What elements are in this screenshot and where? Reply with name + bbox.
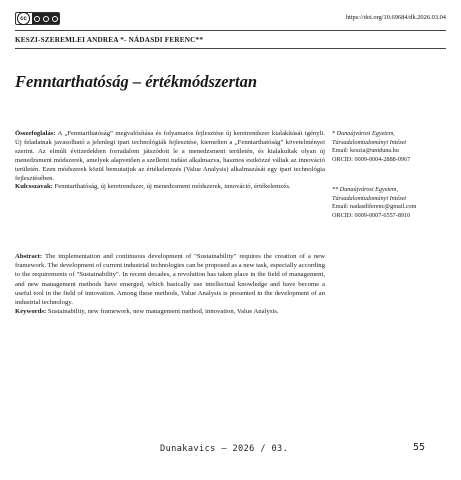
abstract-hu-text: A „Fenntarthatóság” megvalósítása és folyamatos fejlesztése új keretrendszer kialakítását igényli. Új feladatnak javasolható a jelenlegi ipari technológiák fejlesztése, kiemelten a „Fenntarthatóság” követelményei szerint. Az elmúlt évtizedekben forradalom játszódott le a menedzsment területén, és kialakultak olyan új menedzsment módszerek, amelyek alapvetően a szellemi tudást alkalmazva, hasznos eszközzé váltak az innováció területén. Ezen módszerek közül bemutatjuk az értékelemzés (Value Analysis) alkalmazását egy ipari technológia fejlesztésében.	[15, 130, 325, 182]
cc-attribution-icons	[32, 13, 59, 24]
affiliation-1-orcid[interactable]: ORCID: 0009-0004-2888-0967	[332, 155, 411, 163]
keywords-hu	[15, 183, 325, 192]
journal-footer: Dunakavics – 2026 / 03.	[160, 444, 289, 454]
affiliation-1-marker: *	[332, 130, 336, 137]
abstract-en-text: The implementation and continuous development of "Sustainability" requires the creation of a new framework. The development of current industrial technologies can be proposed as a new task, especially according to the requirements of "Sustainability". In recent decades, a revolution has taken place in the field of management, and new management methods have emerged, which basically use intellectual knowledge and have become a useful tool in the field of innovation. Among these methods, Value Analysis is presented in the development of an industrial technology.	[15, 253, 325, 307]
abstract-en-paragraph	[15, 252, 325, 307]
page-number: 55	[412, 442, 425, 453]
affiliation-1-institution-text: Dunaújvárosi Egyetem, Társadalomtudományi Intézet	[332, 130, 407, 146]
keywords-hu-label: Kulcsszavak:	[15, 183, 53, 191]
affiliation-2-institution	[332, 186, 452, 203]
keywords-en	[15, 307, 325, 316]
affiliation-1-email[interactable]: Email: keszia@uniduna.hu	[332, 147, 399, 155]
abstract-hu-paragraph	[15, 130, 325, 183]
nd-icon	[52, 16, 58, 22]
header-divider-top	[15, 30, 446, 31]
abstract-english	[15, 252, 325, 316]
cc-logo-icon: cc	[17, 12, 30, 25]
doi-link[interactable]: https://doi.org/10.69684/dk.2026.03.04	[345, 14, 446, 21]
header-divider-bottom	[15, 48, 446, 49]
by-icon	[34, 16, 40, 22]
affiliation-2-email[interactable]: Email: nadasdiferenc@gmail.com	[332, 203, 417, 211]
affiliation-2-marker: **	[332, 186, 339, 193]
affiliation-2	[332, 186, 452, 220]
cc-license-badge	[15, 12, 60, 25]
author-line: KESZI-SZEREMLEI ANDREA *- NÁDASDI FERENC**	[15, 36, 204, 44]
keywords-en-label: Keywords:	[15, 308, 47, 316]
abstract-hungarian	[15, 130, 325, 192]
nc-icon	[43, 16, 49, 22]
keywords-en-text: Sustainability, new framework, new management method, innovation, Value Analysis.	[47, 308, 279, 316]
affiliation-1-institution	[332, 130, 452, 147]
keywords-hu-text: Fenntarthatóság, új keretrendszer, új menedzsment módszerek, innováció, értékelemzés.	[54, 183, 291, 191]
abstract-hu-label: Összefoglalás:	[15, 130, 56, 137]
abstract-en-label: Abstract:	[15, 253, 43, 260]
affiliation-1	[332, 130, 452, 164]
affiliation-2-institution-text: Dunaújvárosi Egyetem, Társadalomtudományi Intézet	[332, 186, 407, 202]
article-title: Fenntarthatóság – értékmódszertan	[15, 72, 258, 91]
affiliation-2-orcid[interactable]: ORCID: 0009-0007-6557-8910	[332, 211, 411, 219]
